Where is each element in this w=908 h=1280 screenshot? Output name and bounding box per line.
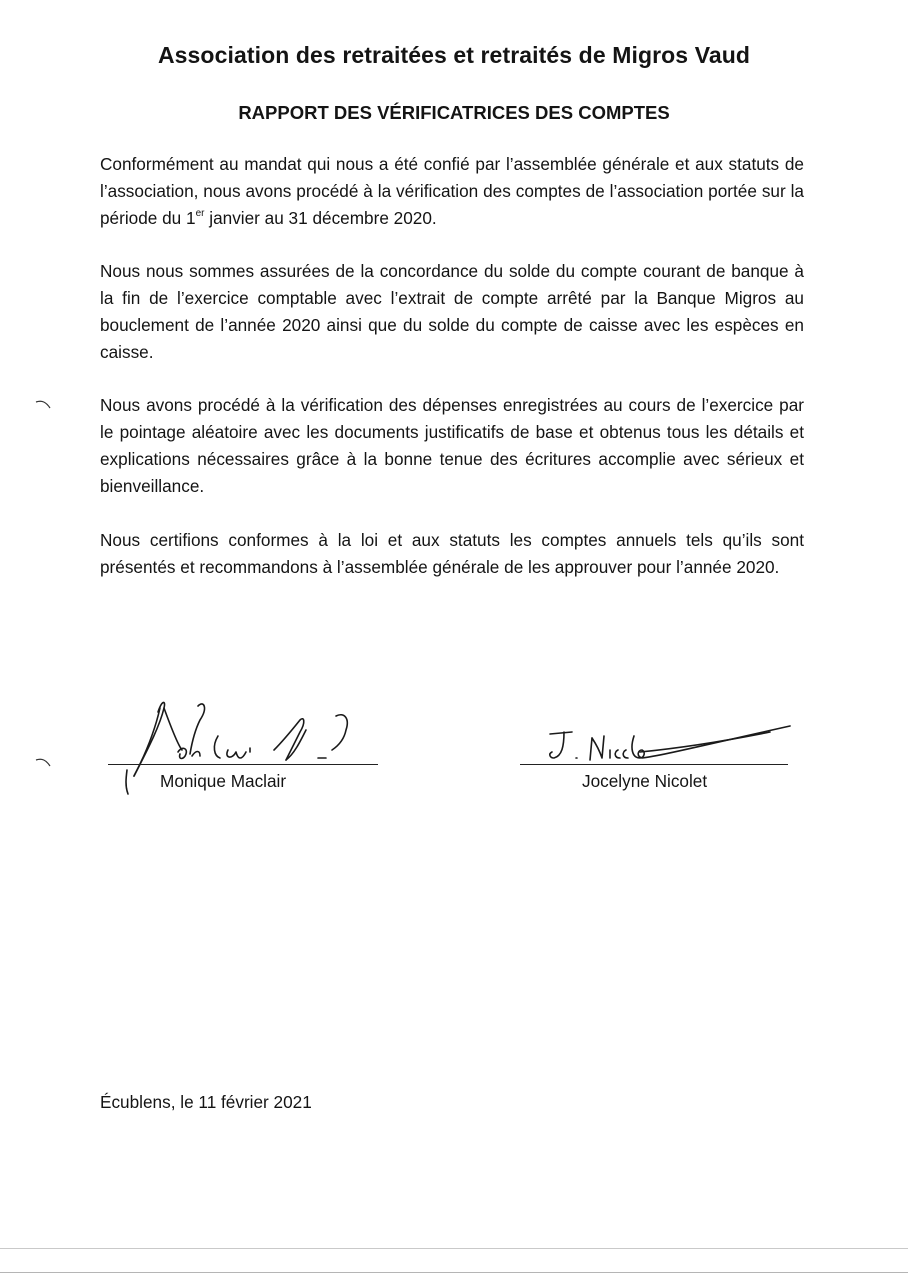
organization-title: Association des retraitées et retraités de Migros Vaud bbox=[157, 42, 751, 68]
paragraph-expenses-check: Nous avons procédé à la vérification des dépenses enregistrées au cours de l’exercice par le pointage aléatoire avec les documents justificatifs de base et obtenus tous les détails et explications nécessaires grâce à la bonne tenue des écritures accomplie avec sérieux et bienveillance. bbox=[100, 395, 804, 496]
signatory-name-left: Monique Maclair bbox=[160, 771, 287, 791]
scan-edge-line-bottom bbox=[0, 1272, 908, 1273]
paragraph-bank-balance: Nous nous sommes assurées de la concordance du solde du compte courant de banque à la fin de l’exercice comptable avec l’extrait de compte arrêté par la Banque Migros au bouclement de l’année 2020 ainsi que du solde du compte de caisse avec les espèces en caisse. bbox=[100, 261, 804, 362]
signature-line-left bbox=[108, 764, 378, 765]
signature-jocelyne-nicolet bbox=[530, 712, 800, 772]
punch-mark-top bbox=[34, 398, 54, 412]
signature-line-right bbox=[520, 764, 788, 765]
scan-edge-line bbox=[0, 1248, 908, 1249]
paragraph-mandate-text: Conformément au mandat qui nous a été confié par l’assemblée générale et aux statuts de l’association, nous avons procédé à la vérification des comptes de l’association portée sur la période du 1 bbox=[100, 154, 804, 228]
ordinal-superscript: er bbox=[195, 208, 205, 220]
paragraph-mandate bbox=[100, 151, 804, 232]
punch-mark-bottom bbox=[34, 756, 54, 770]
paragraph-certification: Nous certifions conformes à la loi et aux statuts les comptes annuels tels qu’ils sont présentés et recommandons à l’assemblée générale de les approuver pour l’année 2020. bbox=[100, 530, 804, 577]
place-and-date: Écublens, le 11 février 2021 bbox=[100, 1092, 312, 1112]
report-title: RAPPORT DES VÉRIFICATRICES DES COMPTES bbox=[238, 102, 670, 123]
paragraph-mandate-end: janvier au 31 décembre 2020. bbox=[204, 208, 437, 228]
signatory-name-right: Jocelyne Nicolet bbox=[582, 771, 708, 791]
